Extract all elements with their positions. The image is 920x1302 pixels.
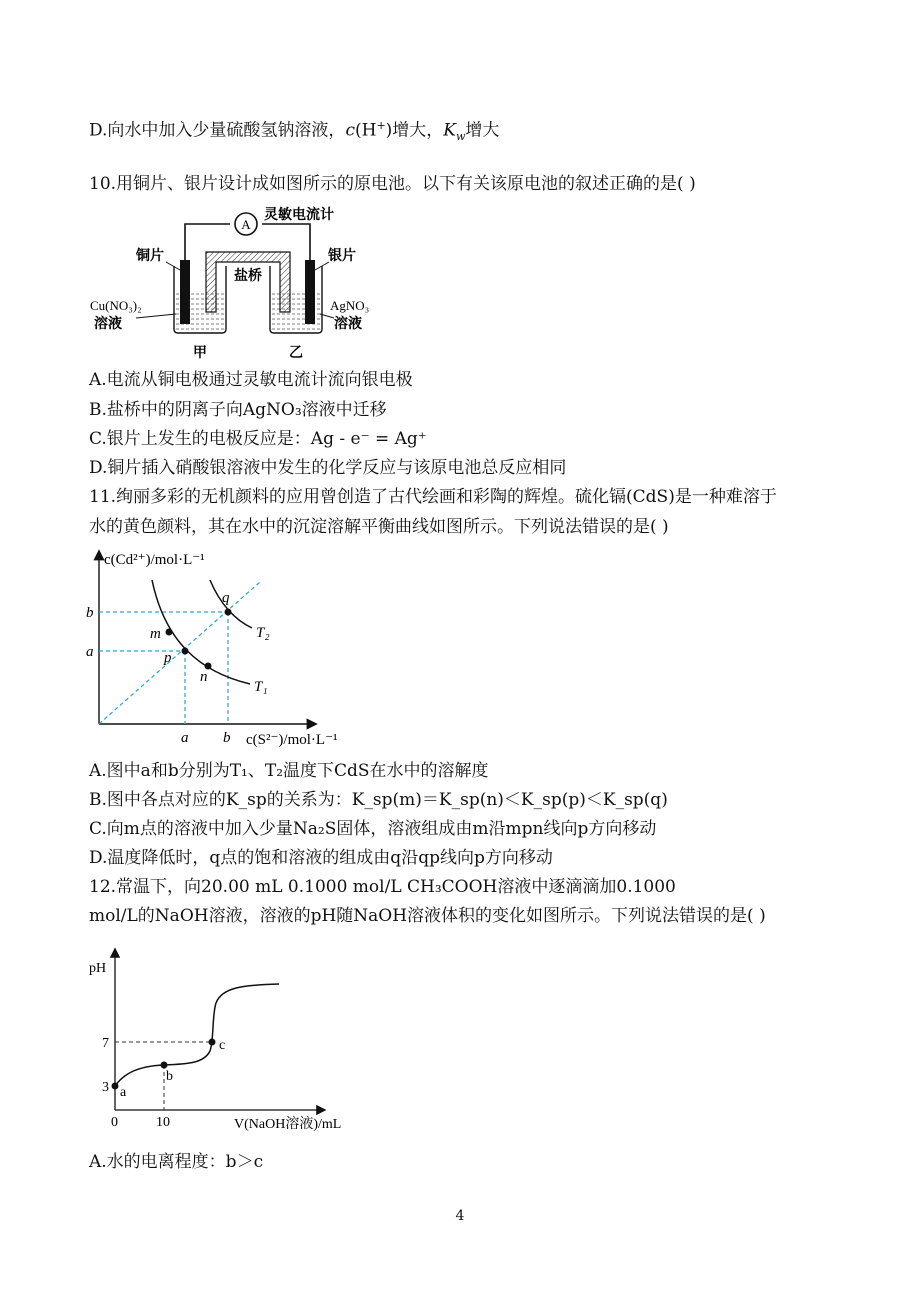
point-c (209, 1039, 216, 1046)
point-b (161, 1062, 168, 1069)
label-p: p (164, 650, 172, 666)
label-b: b (166, 1069, 173, 1084)
x-tick-a: a (181, 730, 189, 746)
silver-label: 银片 (328, 249, 356, 264)
point-m (166, 629, 173, 636)
label-T1: T₁ (254, 679, 268, 695)
x-tick-10: 10 (156, 1115, 170, 1130)
left-solution-label-2: 溶液 (94, 317, 122, 332)
y-axis-label: c(Cd²⁺)/mol·L⁻¹ (104, 552, 205, 568)
point-a (112, 1083, 119, 1090)
titration-curve (115, 984, 279, 1086)
point-p (182, 648, 189, 655)
q10-option-d: D.铜片插入硝酸银溶液中发生的化学反应与该原电池总反应相同 (89, 458, 567, 478)
label-m: m (150, 626, 161, 642)
ammeter-label: 灵敏电流计 (264, 208, 334, 223)
x-axis-label: V(NaOH溶液)/mL (234, 1117, 342, 1132)
y-tick-b: b (86, 605, 94, 621)
x-tick-b: b (223, 730, 231, 746)
q12-stem-line2: mol/L的NaOH溶液，溶液的pH随NaOH溶液体积的变化如图所示。下列说法错误的是( ) (89, 906, 766, 926)
x-axis-label: c(S²⁻)/mol·L⁻¹ (246, 732, 338, 748)
right-solution-label: AgNO₃ (330, 298, 370, 313)
silver-electrode (305, 260, 315, 324)
q12-option-a: A.水的电离程度：b＞c (89, 1152, 264, 1172)
q11-option-d: D.温度降低时，q点的饱和溶液的组成由q沿qp线向p方向移动 (89, 848, 553, 868)
q11-option-c: C.向m点的溶液中加入少量Na₂S固体，溶液组成由m沿mpn线向p方向移动 (89, 819, 657, 839)
point-q (225, 609, 232, 616)
q10-stem: 10.用铜片、银片设计成如图所示的原电池。以下有关该原电池的叙述正确的是( ) (89, 174, 696, 194)
q11-option-a: A.图中a和b分别为T₁、T₂温度下CdS在水中的溶解度 (89, 761, 489, 781)
label-c: c (219, 1038, 226, 1053)
x-tick-0: 0 (111, 1115, 118, 1130)
q11-stem-line2: 水的黄色颜料，其在水中的沉淀溶解平衡曲线如图所示。下列说法错误的是( ) (89, 517, 669, 537)
label-a: a (120, 1085, 127, 1100)
label-n: n (200, 669, 208, 685)
guide-lines (99, 582, 260, 724)
q12-stem-line1: 12.常温下，向20.00 mL 0.1000 mol/L CH₃COOH溶液中逐滴滴加0.1000 (89, 877, 676, 897)
right-solution-label-2: 溶液 (334, 317, 362, 332)
y-tick-3: 3 (102, 1080, 109, 1095)
y-axis-label: pH (89, 961, 107, 976)
label-T2: T₂ (256, 625, 270, 641)
q11-stem-line1: 11.绚丽多彩的无机颜料的应用曾创造了古代绘画和彩陶的辉煌。硫化镉(CdS)是一种难溶于 (89, 487, 777, 507)
left-beaker-label: 甲 (193, 346, 207, 361)
page-number: 4 (455, 1208, 465, 1224)
salt-bridge-label: 盐桥 (234, 269, 262, 284)
left-solution-label: Cu(NO₃)₂ (90, 298, 142, 313)
titration-curve-figure (84, 945, 384, 1135)
y-tick-7: 7 (102, 1036, 109, 1051)
y-tick-a: a (86, 644, 94, 660)
copper-label: 铜片 (136, 249, 164, 264)
q10-option-b: B.盐桥中的阴离子向AgNO₃溶液中迁移 (89, 400, 387, 420)
right-beaker-label: 乙 (289, 346, 303, 361)
q10-option-c: C.银片上发生的电极反应是：Ag - e⁻ = Ag⁺ (89, 429, 427, 449)
q11-option-b: B.图中各点对应的K_sp的关系为：K_sp(m)＝K_sp(n)＜K_sp(p)＜K_sp(q) (89, 790, 668, 810)
q10-option-a: A.电流从铜电极通过灵敏电流计流向银电极 (89, 370, 413, 390)
galvanic-cell-figure (88, 202, 388, 364)
label-q: q (222, 590, 230, 606)
ammeter-symbol: A (241, 217, 251, 232)
solubility-curve-figure (80, 542, 370, 752)
q9-option-d: D.向水中加入少量硫酸氢钠溶液，c(H+)增大，$K_w$增大 (89, 119, 500, 144)
copper-electrode (180, 260, 190, 324)
